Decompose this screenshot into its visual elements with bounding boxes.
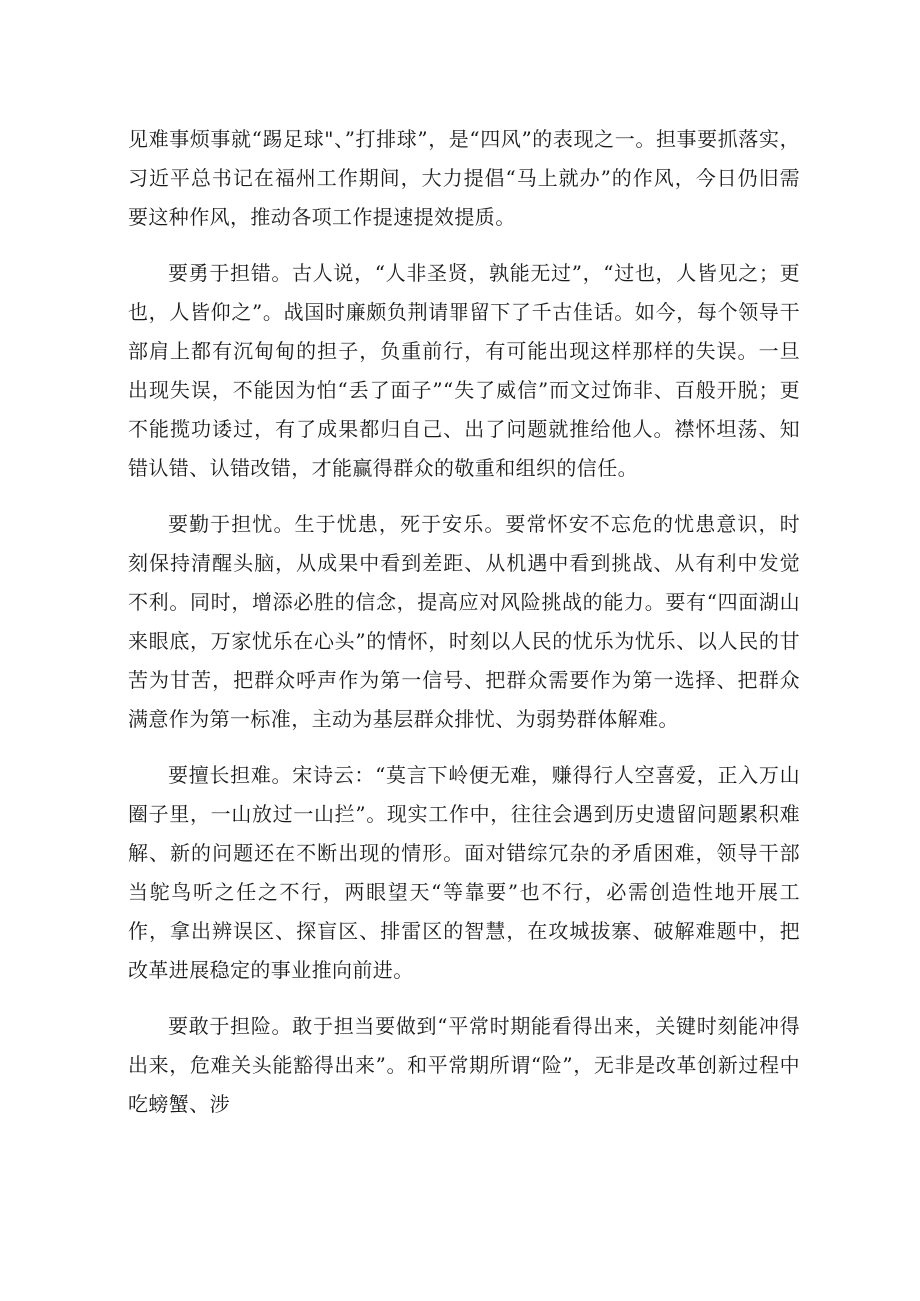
paragraph-good-at-difficulties: 要擅长担难。宋诗云：“莫言下岭便无难，赚得行人空喜爱，正入万山圈子里，一山放过一山拦”。现实工作中，往往会遇到历史遗留问题累积难解、新的问题还在不断出现的情形。面对错综冗杂的矛盾困难，领导干部当鸵鸟听之任之不行，两眼望天“等靠要”也不行，必需创造性地开展工作，拿出辨误区、探盲区、排雷区的智慧，在攻城拔寨、破解难题中，把改革进展稳定的事业推向前进。	[128, 763, 800, 982]
paragraph-continuation: 见难事烦事就“踢足球"、”打排球”，是“四风”的表现之一。担事要抓落实，习近平总书记在福州工作期间，大力提倡“马上就办”的作风，今日仍旧需要这种作风，推动各项工作提速提效提质。	[128, 127, 800, 229]
paragraph-dare-to-admit-errors: 要勇于担错。古人说，“人非圣贤，孰能无过”，“过也，人皆见之；更也，人皆仰之”。战国时廉颇负荆请罪留下了千古佳话。如今，每个领导干部肩上都有沉甸甸的担子，负重前行，有可能出现这样那样的失误。一旦出现失误，不能因为怕“丢了面子”“失了威信”而文过饰非、百般开脱；更不能揽功诿过，有了成果都归自己、出了问题就推给他人。襟怀坦荡、知错认错、认错改错，才能赢得群众的敬重和组织的信任。	[128, 261, 800, 480]
document-body	[128, 120, 800, 1124]
paragraph-dare-to-take-risks: 要敢于担险。敢于担当要做到“平常时期能看得出来，关键时刻能冲得出来，危难关头能豁得出来”。和平常期所谓“险”，无非是改革创新过程中吃螃蟹、涉	[128, 1014, 800, 1116]
paragraph-diligent-in-worry: 要勤于担忧。生于忧患，死于安乐。要常怀安不忘危的忧患意识，时刻保持清醒头脑，从成果中看到差距、从机遇中看到挑战、从有利中发觉不利。同时，增添必胜的信念，提高应对风险挑战的能力。要有“四面湖山来眼底，万家忧乐在心头”的情怀，时刻以人民的忧乐为忧乐、以人民的甘苦为甘苦，把群众呼声作为第一信号、把群众需要作为第一选择、把群众满意作为第一标准，主动为基层群众排忧、为弱势群体解难。	[128, 512, 800, 731]
